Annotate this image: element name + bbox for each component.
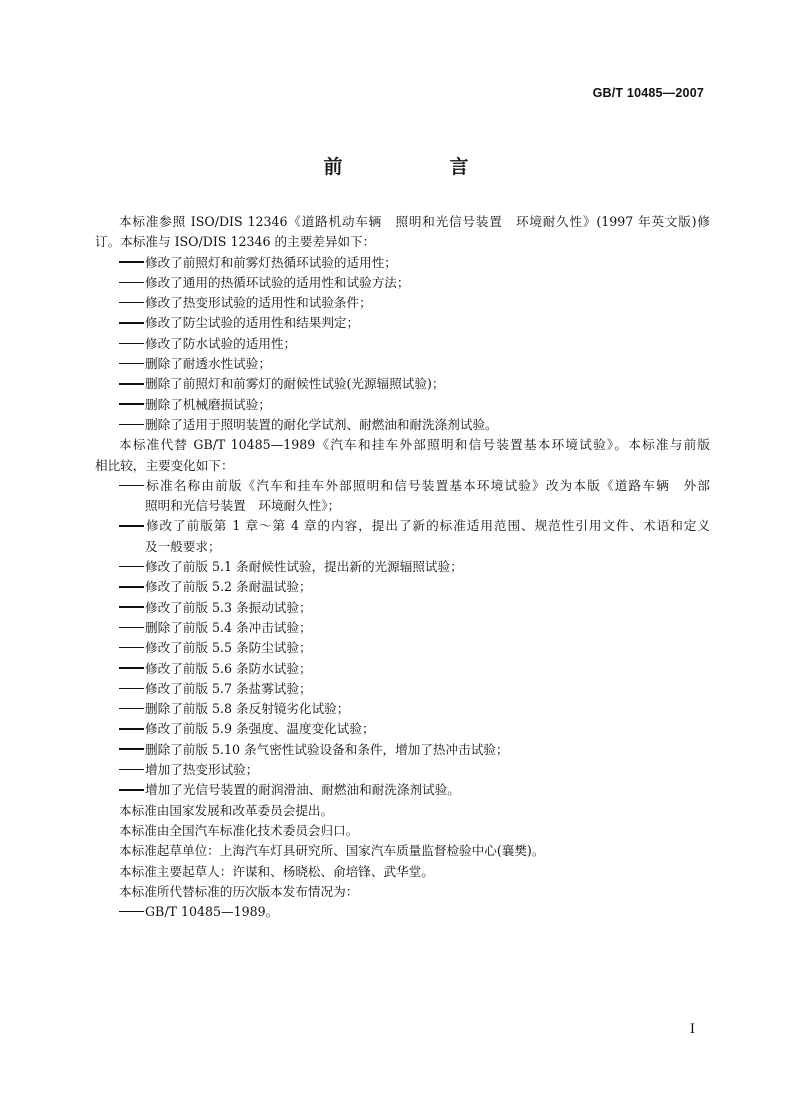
list-item: [95, 902, 710, 922]
line-text: 删除了前版 5.4 条冲击试验；: [145, 619, 312, 635]
list-item: [95, 699, 710, 719]
line-text: 修改了前版 5.5 条防尘试验；: [145, 640, 312, 656]
em-dash-marker: [119, 525, 144, 527]
page-title: 前 言: [323, 156, 513, 178]
list-item: [95, 253, 710, 273]
em-dash-marker: [119, 647, 144, 649]
paragraph-line: [95, 821, 710, 841]
list-item-continuation: [95, 496, 710, 516]
em-dash-marker: [119, 789, 144, 791]
list-item: [95, 313, 710, 333]
paragraph-line: [95, 882, 710, 902]
line-text: 修改了防水试验的适用性；: [145, 335, 297, 351]
line-text: 标准名称由前版《汽车和挂车外部照明和信号装置基本环境试验》改为本版《道路车辆 外部: [145, 477, 710, 493]
list-item-continuation: [95, 537, 710, 557]
paragraph-line: [95, 801, 710, 821]
line-text: 修改了前版 5.9 条强度、温度变化试验；: [145, 721, 375, 737]
paragraph-line: [95, 862, 710, 882]
line-text: 修改了前版 5.1 条耐候性试验，提出新的光源辐照试验；: [145, 559, 463, 575]
paragraph-line: [95, 435, 710, 455]
em-dash-marker: [119, 627, 144, 629]
line-text: 删除了机械磨损试验；: [145, 396, 271, 412]
list-item: [95, 618, 710, 638]
em-dash-marker: [119, 261, 144, 263]
list-item: [95, 334, 710, 354]
em-dash-marker: [119, 485, 144, 487]
list-item: [95, 293, 710, 313]
line-text: 本标准参照 ISO/DIS 12346《道路机动车辆 照明和光信号装置 环境耐久性》(1997 年英文版)修: [119, 214, 710, 229]
list-item: [95, 719, 710, 739]
list-item: [95, 374, 710, 394]
list-item: [95, 415, 710, 435]
line-text: 本标准由全国汽车标准化技术委员会归口。: [119, 822, 359, 838]
line-text: 删除了前版 5.10 条气密性试验设备和条件，增加了热冲击试验；: [145, 741, 509, 757]
list-item: [95, 740, 710, 760]
list-item: [95, 273, 710, 293]
list-item: [95, 354, 710, 374]
em-dash-marker: [119, 769, 144, 771]
list-item: [95, 598, 710, 618]
list-item: [95, 638, 710, 658]
paragraph-line: [95, 456, 710, 476]
line-text: 删除了前版 5.8 条反射镜劣化试验；: [145, 701, 350, 717]
em-dash-marker: [119, 383, 144, 385]
em-dash-marker: [119, 343, 144, 345]
em-dash-marker: [119, 708, 144, 710]
em-dash-marker: [119, 688, 144, 690]
line-text: 增加了热变形试验；: [145, 762, 259, 778]
paragraph-line: [95, 841, 710, 861]
paragraph-line: [95, 232, 710, 252]
list-item: [95, 659, 710, 679]
list-item: [95, 760, 710, 780]
list-item: [95, 679, 710, 699]
em-dash-marker: [119, 586, 144, 588]
list-item: [95, 395, 710, 415]
line-text: 修改了通用的热循环试验的适用性和试验方法；: [145, 274, 410, 290]
line-text: 增加了光信号装置的耐润滑油、耐燃油和耐洗涤剂试验。: [145, 782, 460, 798]
standard-code: GB/T 10485—2007: [592, 86, 704, 100]
line-text: 修改了前版 5.6 条防水试验；: [145, 660, 312, 676]
em-dash-marker: [119, 302, 144, 304]
em-dash-marker: [119, 728, 144, 730]
line-text: 订。本标准与 ISO/DIS 12346 的主要差异如下：: [95, 234, 376, 250]
line-text: 删除了适用于照明装置的耐化学试剂、耐燃油和耐洗涤剂试验。: [145, 416, 498, 432]
line-text: 本标准代替 GB/T 10485—1989《汽车和挂车外部照明和信号装置基本环境试验》。本标准与前版: [119, 437, 710, 453]
line-text: 修改了前照灯和前雾灯热循环试验的适用性；: [145, 254, 397, 270]
list-item: [95, 476, 710, 496]
paragraph-line: [95, 212, 710, 232]
em-dash-marker: [119, 363, 144, 365]
line-text: 修改了前版 5.3 条振动试验；: [145, 599, 312, 615]
em-dash-marker: [119, 606, 144, 608]
line-text: 本标准所代替标准的历次版本发布情况为：: [119, 883, 359, 899]
em-dash-marker: [119, 911, 144, 913]
em-dash-marker: [119, 748, 144, 750]
list-item: [95, 557, 710, 577]
line-text: 修改了前版第 1 章～第 4 章的内容，提出了新的标准适用范围、规范性引用文件、术语和定义: [145, 518, 710, 534]
em-dash-marker: [119, 403, 144, 405]
em-dash-marker: [119, 667, 144, 669]
line-text: 修改了前版 5.2 条耐温试验；: [145, 579, 312, 595]
document-body: [95, 212, 710, 922]
em-dash-marker: [119, 424, 144, 426]
line-text: 本标准由国家发展和改革委员会提出。: [119, 802, 334, 818]
line-text: 照明和光信号装置 环境耐久性》；: [145, 498, 341, 514]
line-text: 本标准主要起草人：许谋和、杨晓松、俞培锋、武华堂。: [119, 863, 434, 879]
line-text: 本标准起草单位：上海汽车灯具研究所、国家汽车质量监督检验中心(襄樊)。: [119, 843, 545, 859]
line-text: 删除了前照灯和前雾灯的耐候性试验(光源辐照试验)；: [145, 376, 445, 392]
list-item: [95, 780, 710, 800]
em-dash-marker: [119, 322, 144, 324]
line-text: 删除了耐透水性试验；: [145, 356, 271, 372]
page-number: I: [689, 1022, 695, 1037]
em-dash-marker: [119, 566, 144, 568]
line-text: 修改了防尘试验的适用性和结果判定；: [145, 315, 360, 331]
line-text: 修改了热变形试验的适用性和试验条件；: [145, 295, 372, 311]
line-text: 及一般要求；: [145, 538, 221, 554]
line-text: 修改了前版 5.7 条盐雾试验；: [145, 680, 312, 696]
list-item: [95, 516, 710, 536]
em-dash-marker: [119, 282, 144, 284]
list-item: [95, 577, 710, 597]
line-text: GB/T 10485—1989。: [145, 904, 279, 920]
line-text: 相比较，主要变化如下：: [95, 457, 234, 473]
